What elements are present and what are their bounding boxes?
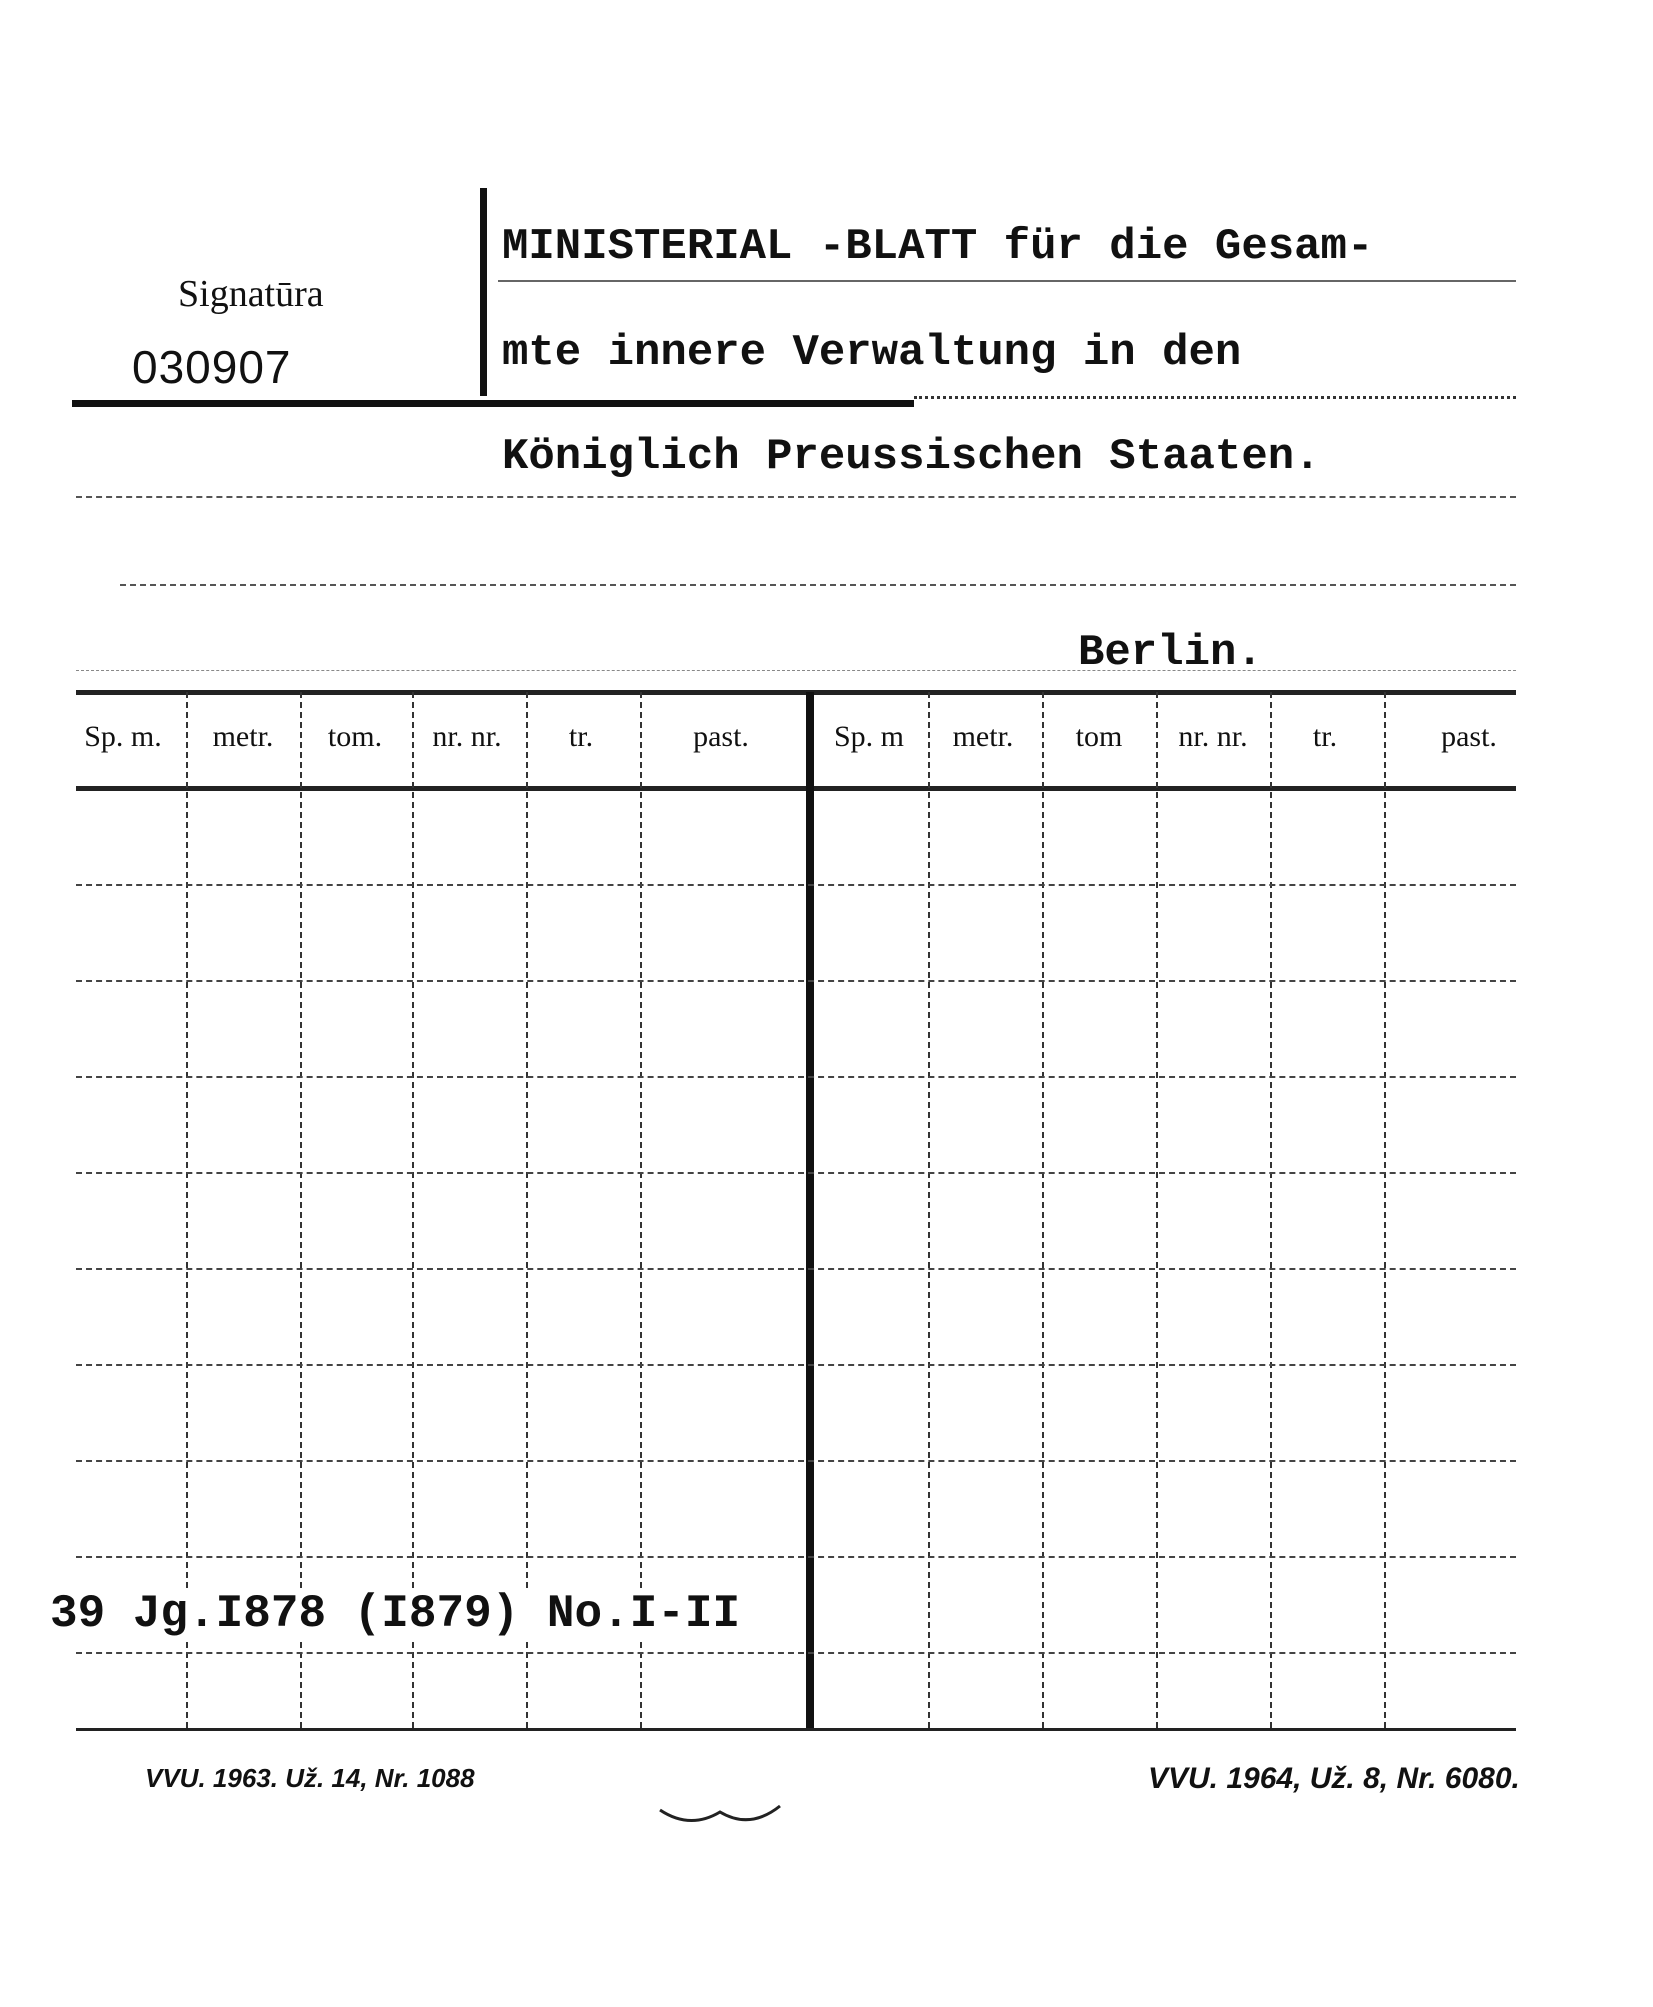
- grid-col-9: [1270, 692, 1272, 1728]
- grid-col-4: [526, 692, 528, 1728]
- header-nr-nr-left: nr. nr.: [432, 720, 502, 753]
- grid-col-3: [412, 692, 414, 1728]
- signature-label: Signatūra: [178, 273, 324, 315]
- header-thick-rule: [72, 400, 914, 407]
- volume-entry: 39 Jg.I878 (I879) No.I-II: [46, 1588, 744, 1640]
- title-separator-bar: [480, 188, 487, 396]
- header-nr-nr-right: nr. nr.: [1178, 720, 1248, 753]
- grid-row-2: [76, 980, 1516, 982]
- grid-col-6: [928, 692, 930, 1728]
- header-rule-2: [76, 496, 1516, 498]
- grid-col-10: [1384, 692, 1386, 1728]
- header-rule-3: [120, 584, 1516, 586]
- grid-col-1: [186, 692, 188, 1728]
- header-tom-right: tom: [1075, 720, 1123, 753]
- grid-row-5: [76, 1268, 1516, 1270]
- grid-row-9: [76, 1652, 1516, 1654]
- header-rule-4: [76, 670, 1516, 671]
- header-past-left: past.: [693, 720, 749, 753]
- header-tom-left: tom.: [327, 720, 383, 753]
- table-center-divider: [806, 692, 814, 1728]
- header-tr-right: tr.: [1312, 720, 1338, 753]
- header-thin-rule: [914, 396, 1516, 399]
- title-line-1: MINISTERIAL -BLATT für die Gesam-: [502, 222, 1374, 272]
- title-underline-1: [498, 280, 1516, 282]
- grid-row-1: [76, 884, 1516, 886]
- grid-col-2: [300, 692, 302, 1728]
- publication-place: Berlin.: [1078, 628, 1263, 678]
- header-sp-m-right: Sp. m: [833, 720, 905, 753]
- handwritten-note-left: VVU. 1963. Už. 14, Nr. 1088: [145, 1763, 475, 1793]
- pen-stroke-mark: [656, 1796, 786, 1832]
- header-metr-left: metr.: [212, 720, 274, 753]
- table-top-rule: [76, 690, 1516, 695]
- grid-col-5: [640, 692, 642, 1728]
- table-bottom-rule: [76, 1728, 1516, 1731]
- table-header-rule: [76, 786, 1516, 791]
- grid-row-4: [76, 1172, 1516, 1174]
- signature-number: 030907: [132, 341, 292, 393]
- grid-row-7: [76, 1460, 1516, 1462]
- grid-col-7: [1042, 692, 1044, 1728]
- title-line-2: mte innere Verwaltung in den: [502, 328, 1242, 378]
- header-past-right: past.: [1441, 720, 1497, 753]
- grid-row-8: [76, 1556, 1516, 1558]
- grid-row-6: [76, 1364, 1516, 1366]
- grid-row-3: [76, 1076, 1516, 1078]
- header-tr-left: tr.: [568, 720, 594, 753]
- title-line-3: Königlich Preussischen Staaten.: [502, 432, 1321, 482]
- handwritten-note-right: VVU. 1964, Už. 8, Nr. 6080.: [1148, 1762, 1520, 1795]
- grid-col-8: [1156, 692, 1158, 1728]
- header-metr-right: metr.: [952, 720, 1014, 753]
- header-sp-m-left: Sp. m.: [84, 720, 162, 753]
